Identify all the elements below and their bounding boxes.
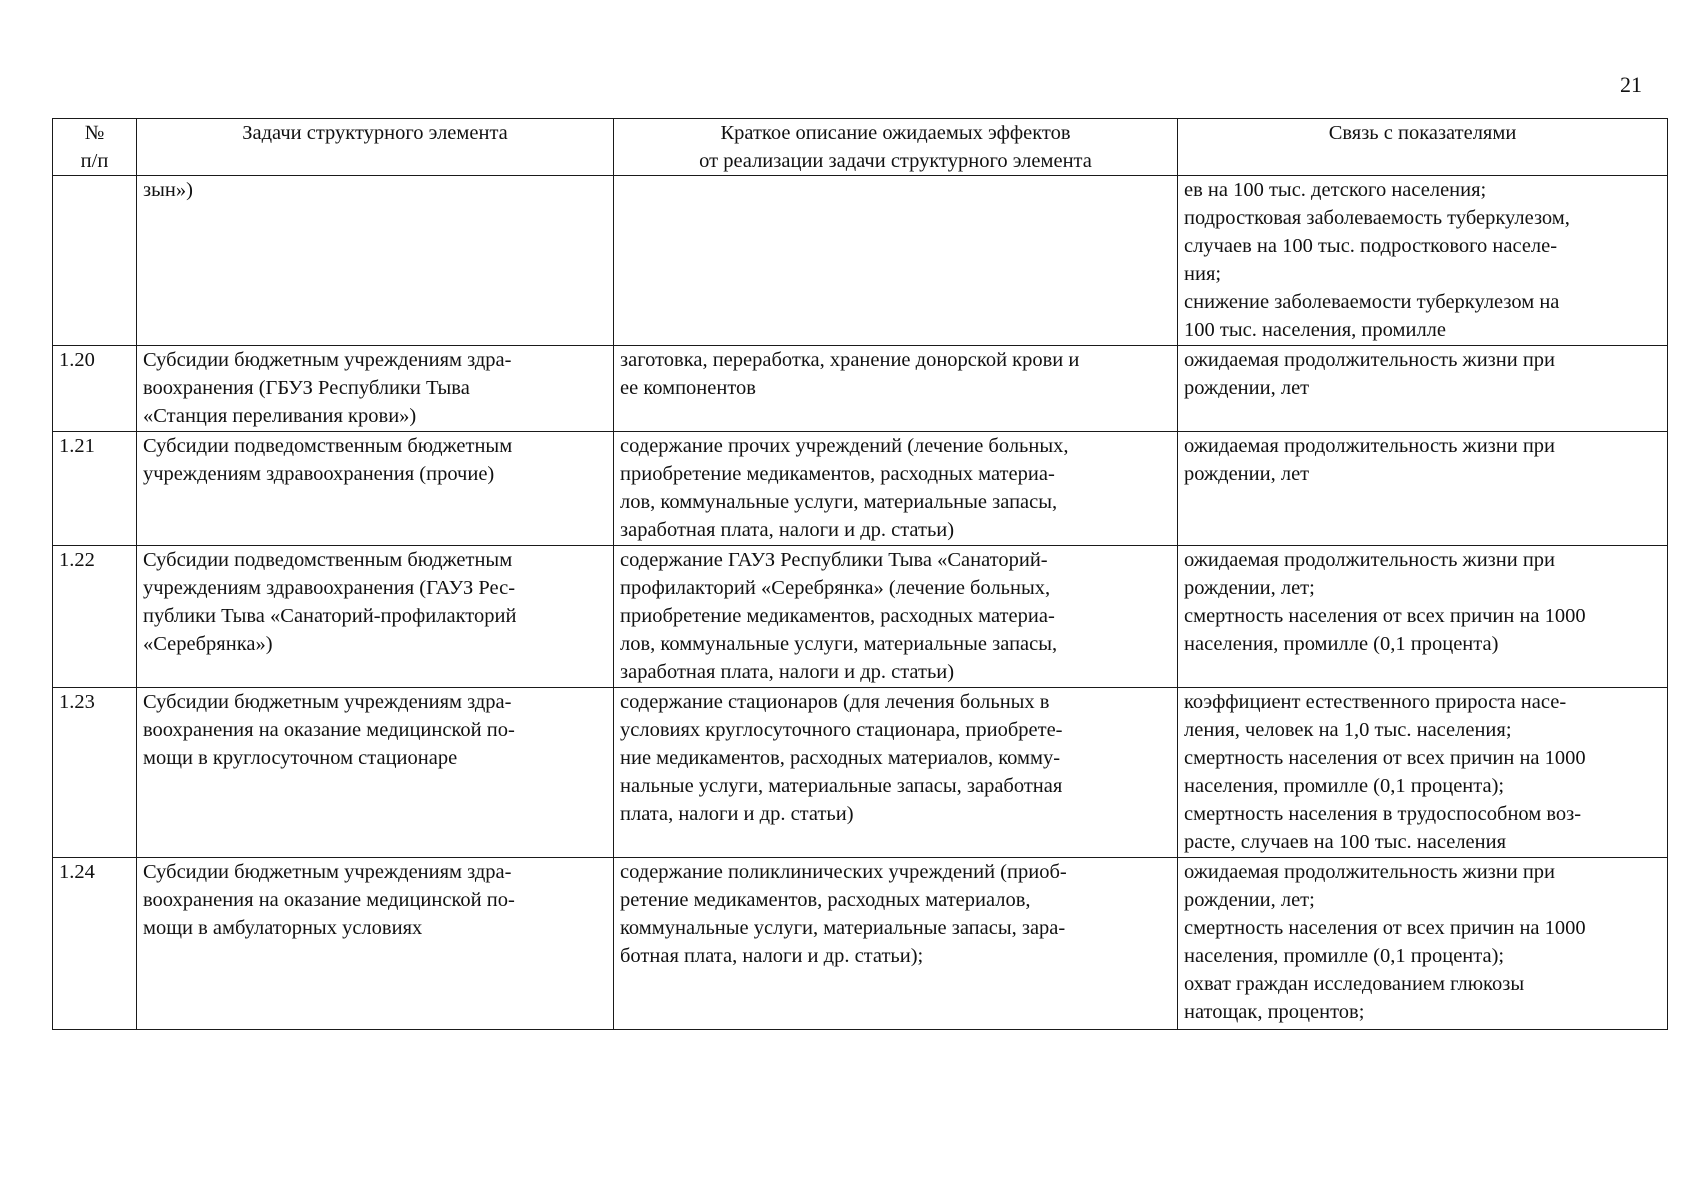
row-task: Субсидии бюджетным учреждениям здра- воохранения (ГБУЗ Республики Тыва «Станция переливания крови») — [137, 346, 614, 432]
table-row — [53, 688, 1668, 858]
row-indicator: ожидаемая продолжительность жизни при рождении, лет — [1178, 432, 1668, 546]
row-task: Субсидии бюджетным учреждениям здра- воохранения на оказание медицинской по- мощи в амбулаторных условиях — [137, 858, 614, 1030]
row-indicator: ев на 100 тыс. детского населения; подростковая заболеваемость туберкулезом, случаев на 100 тыс. подросткового населе- ния; снижение заболеваемости туберкулезом на 100 тыс. населения, промилле — [1178, 176, 1668, 346]
row-task: Субсидии бюджетным учреждениям здра- воохранения на оказание медицинской по- мощи в круглосуточном стационаре — [137, 688, 614, 858]
table-row — [53, 432, 1668, 546]
row-indicator: ожидаемая продолжительность жизни при рождении, лет; смертность населения от всех причин на 1000 населения, промилле (0,1 процента) — [1178, 546, 1668, 688]
row-task: Субсидии подведомственным бюджетным учреждениям здравоохранения (ГАУЗ Рес- публики Тыва «Санаторий-профилакторий «Серебрянка») — [137, 546, 614, 688]
table-row — [53, 176, 1668, 346]
row-num: 1.23 — [53, 688, 137, 858]
row-indicator: ожидаемая продолжительность жизни при рождении, лет — [1178, 346, 1668, 432]
row-num: 1.22 — [53, 546, 137, 688]
header-indicators: Связь с показателями — [1178, 119, 1668, 176]
row-num — [53, 176, 137, 346]
row-effect: содержание поликлинических учреждений (приоб- ретение медикаментов, расходных материалов, коммунальные услуги, материальные запасы, зара- ботная плата, налоги и др. статьи); — [614, 858, 1178, 1030]
header-num: № п/п — [53, 119, 137, 176]
page-number: 21 — [1620, 72, 1642, 97]
table-row — [53, 546, 1668, 688]
row-num: 1.24 — [53, 858, 137, 1030]
row-task: зын») — [137, 176, 614, 346]
row-indicator: ожидаемая продолжительность жизни при рождении, лет; смертность населения от всех причин на 1000 населения, промилле (0,1 процента); охват граждан исследованием глюкозы натощак, процентов; — [1178, 858, 1668, 1030]
row-task: Субсидии подведомственным бюджетным учреждениям здравоохранения (прочие) — [137, 432, 614, 546]
table-row — [53, 346, 1668, 432]
header-effects: Краткое описание ожидаемых эффектов от реализации задачи структурного элемента — [614, 119, 1178, 176]
row-num: 1.21 — [53, 432, 137, 546]
row-effect — [614, 176, 1178, 346]
table-row — [53, 858, 1668, 1030]
header-tasks: Задачи структурного элемента — [137, 119, 614, 176]
row-effect: содержание ГАУЗ Республики Тыва «Санаторий- профилакторий «Серебрянка» (лечение больных, приобретение медикаментов, расходных материа- лов, коммунальные услуги, материальные запасы, заработная плата, налоги и др. статьи) — [614, 546, 1178, 688]
row-effect: содержание стационаров (для лечения больных в условиях круглосуточного стационара, приобрете- ние медикаментов, расходных материалов, комму- нальные услуги, материальные запасы, заработная плата, налоги и др. статьи) — [614, 688, 1178, 858]
row-indicator: коэффициент естественного прироста насе- ления, человек на 1,0 тыс. населения; смертность населения от всех причин на 1000 населения, промилле (0,1 процента); смертность населения в трудоспособном воз- расте, случаев на 100 тыс. населения — [1178, 688, 1668, 858]
row-num: 1.20 — [53, 346, 137, 432]
table-header-row — [53, 119, 1668, 176]
tasks-table — [52, 118, 1668, 1030]
row-effect: содержание прочих учреждений (лечение больных, приобретение медикаментов, расходных материа- лов, коммунальные услуги, материальные запасы, заработная плата, налоги и др. статьи) — [614, 432, 1178, 546]
row-effect: заготовка, переработка, хранение донорской крови и ее компонентов — [614, 346, 1178, 432]
